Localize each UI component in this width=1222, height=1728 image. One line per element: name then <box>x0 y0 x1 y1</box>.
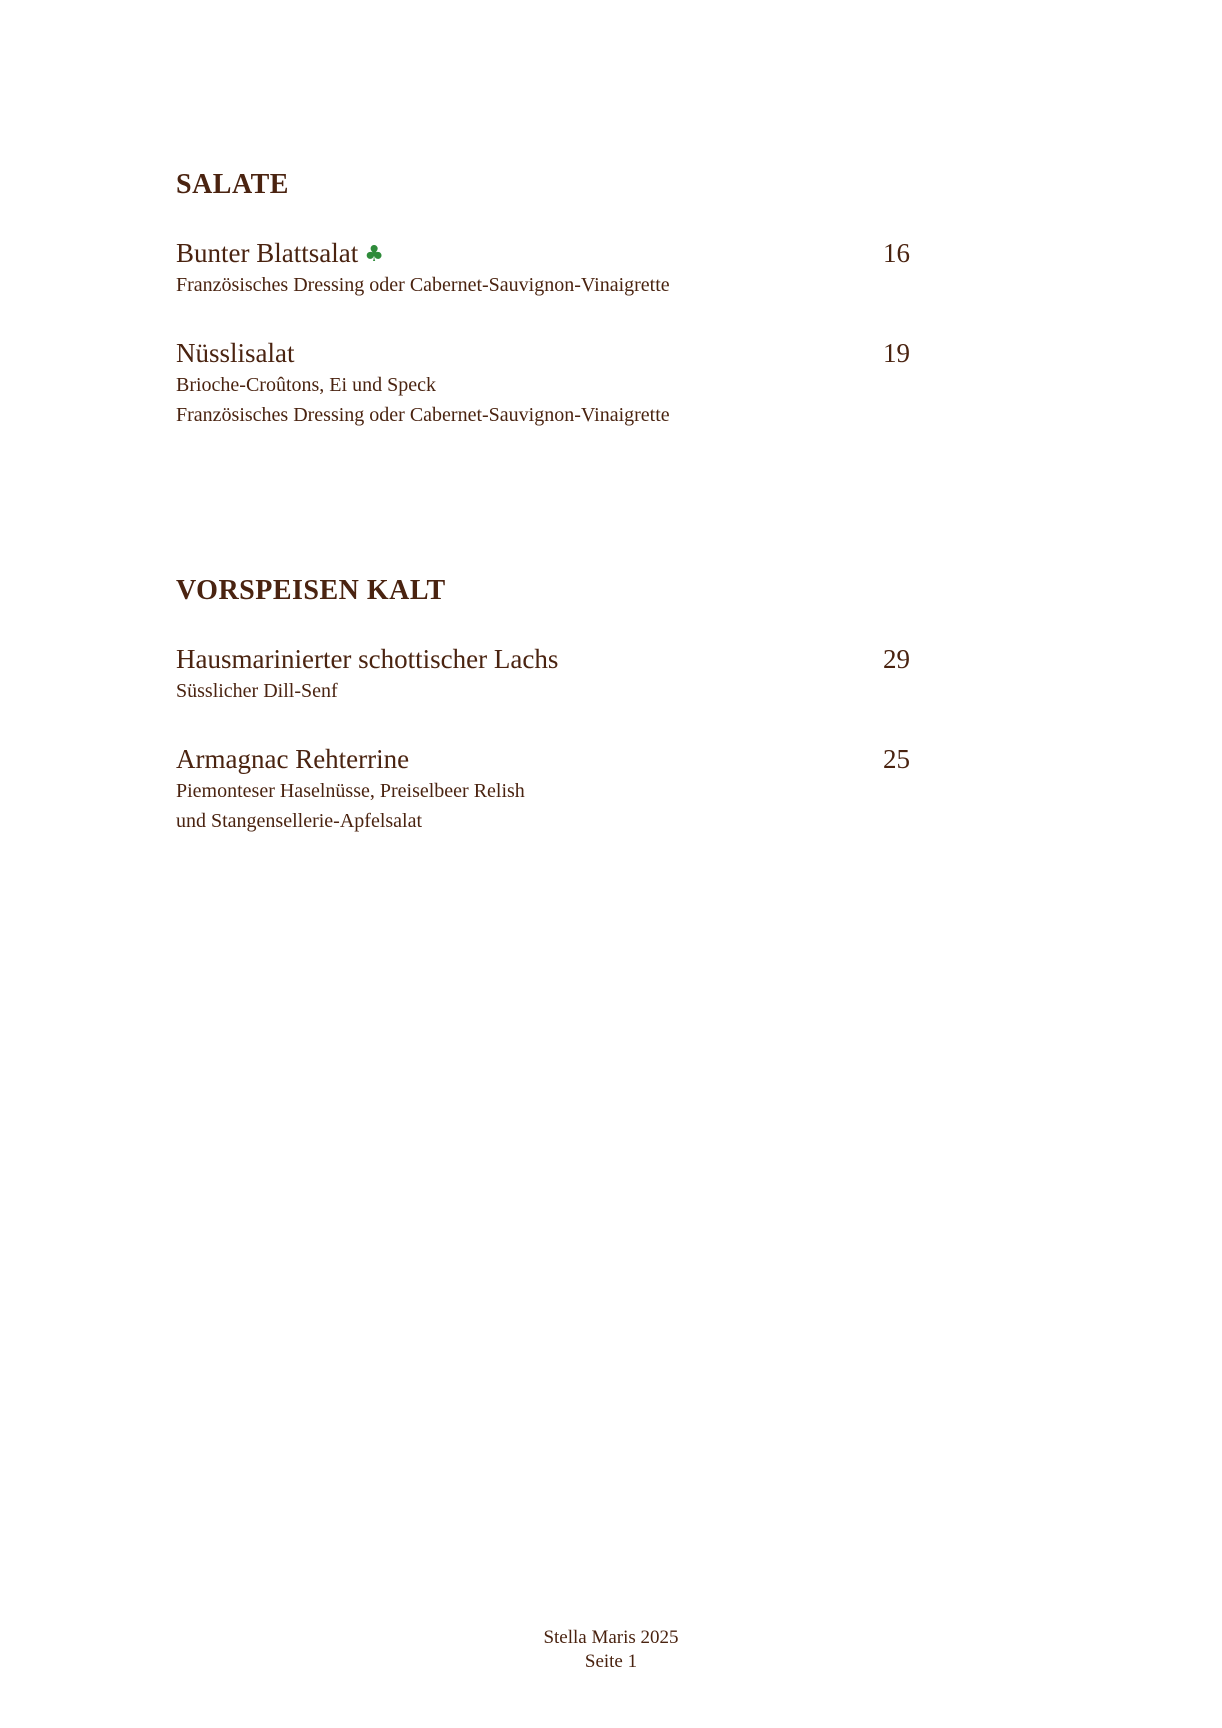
club-icon: ♣ <box>364 242 384 267</box>
section-salate <box>176 168 910 430</box>
menu-item-header <box>176 742 910 776</box>
section-vorspeisen-kalt <box>176 574 910 836</box>
menu-item-name: Armagnac Rehterrine <box>176 744 410 774</box>
menu-item-description: Französisches Dressing oder Cabernet-Sauvignon-Vinaigrette <box>176 274 670 296</box>
menu-item-description: und Stangensellerie-Apfelsalat <box>176 810 423 832</box>
menu-item <box>176 742 910 836</box>
menu-item-header <box>176 236 910 270</box>
menu-item-description: Piemonteser Haselnüsse, Preiselbeer Relish <box>176 780 525 802</box>
menu-item-name: Hausmarinierter schottischer Lachs <box>176 644 559 674</box>
footer-brand: Stella Maris 2025 <box>543 1627 679 1648</box>
menu-item-description: Süsslicher Dill-Senf <box>176 680 338 702</box>
page-footer <box>0 1626 1222 1674</box>
menu-item-price: 16 <box>883 238 910 268</box>
menu-item-name: Nüsslisalat <box>176 338 295 368</box>
menu-item <box>176 236 910 300</box>
menu-item-header <box>176 642 910 676</box>
menu-item <box>176 642 910 706</box>
menu-item-name-wrap <box>176 236 384 270</box>
menu-item-price: 25 <box>883 744 910 774</box>
menu-item-name: Bunter Blattsalat <box>176 238 359 268</box>
page-number: Seite 1 <box>584 1651 638 1672</box>
menu-item <box>176 336 910 430</box>
menu-item-description: Französisches Dressing oder Cabernet-Sauvignon-Vinaigrette <box>176 404 670 426</box>
menu-item-price: 29 <box>883 644 910 674</box>
section-title: VORSPEISEN KALT <box>176 575 446 606</box>
menu-item-header <box>176 336 910 370</box>
section-title: SALATE <box>176 169 289 200</box>
menu-item-description: Brioche-Croûtons, Ei und Speck <box>176 374 436 396</box>
menu-item-price: 19 <box>883 338 910 368</box>
